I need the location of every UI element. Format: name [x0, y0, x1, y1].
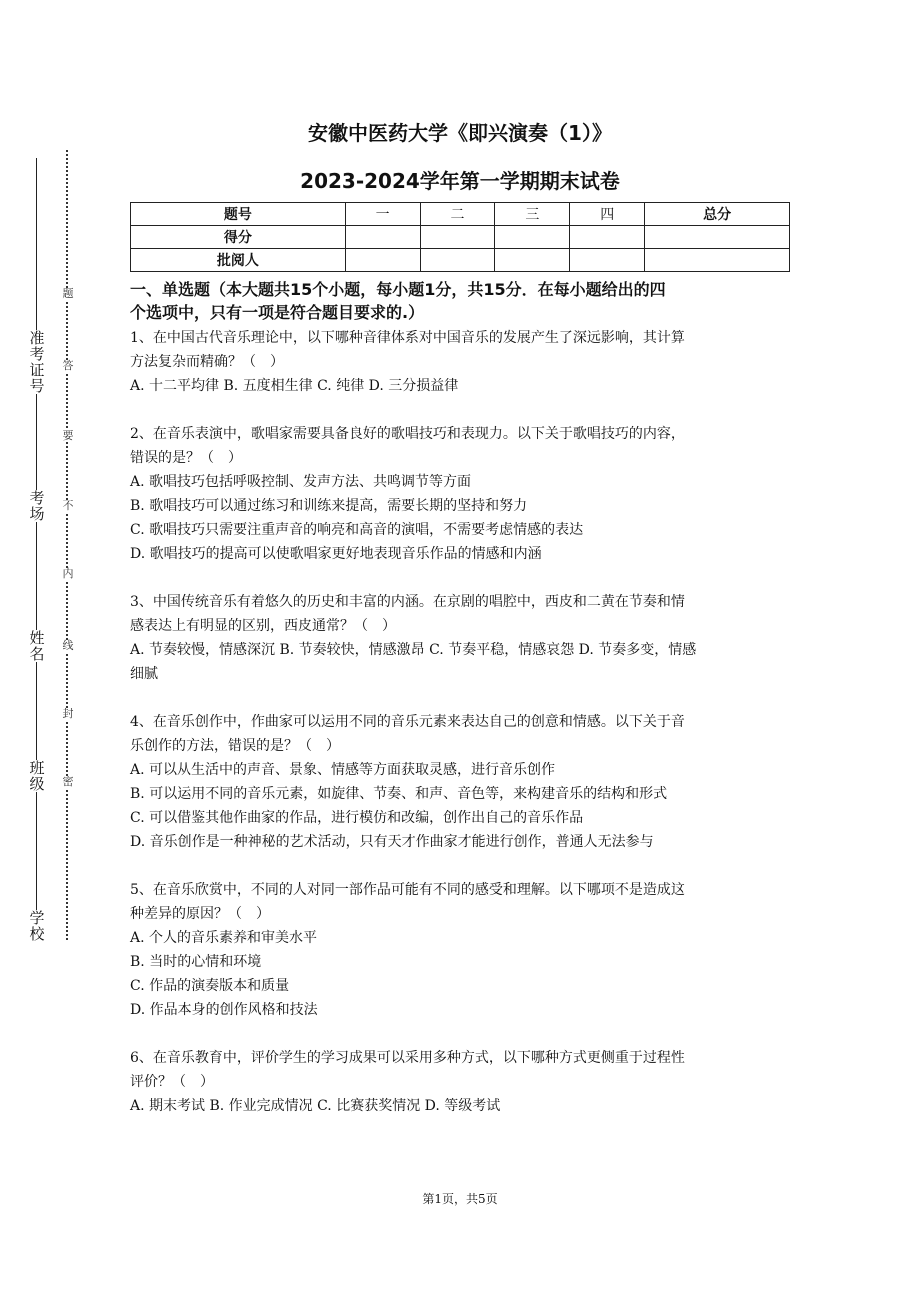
score-table-header-row [131, 203, 790, 226]
question-stem: 2、在音乐表演中，歌唱家需要具备良好的歌唱技巧和表现力。以下关于歌唱技巧的内容， [130, 426, 685, 442]
question-options: A. 十二平均律 B. 五度相生律 C. 纯律 D. 三分损益律 [130, 378, 459, 394]
score-cell [495, 249, 570, 272]
option-c: C. 可以借鉴其他作曲家的作品，进行模仿和改编，创作出自己的音乐作品 [130, 810, 584, 826]
seal-char: 要 [60, 430, 76, 442]
school-label: 学 校 [24, 910, 50, 942]
score-cell [645, 249, 790, 272]
score-cell [570, 249, 645, 272]
option-d: D. 音乐创作是一种神秘的艺术活动，只有天才作曲家才能进行创作，普通人无法参与 [130, 834, 654, 850]
question-stem: 种差异的原因？（ ） [130, 906, 270, 922]
seal-char: 线 [60, 640, 76, 652]
seal-char: 封 [60, 708, 76, 720]
question-4 [130, 710, 790, 854]
seal-char: 密 [60, 776, 76, 788]
seal-char: 内 [60, 568, 76, 580]
score-col-header: 三 [495, 203, 570, 226]
name-label: 姓 名 [24, 630, 50, 662]
score-col-header: 一 [345, 203, 420, 226]
exam-page [130, 120, 790, 1142]
question-5 [130, 878, 790, 1022]
question-stem: 方法复杂而精确？（ ） [130, 354, 284, 370]
seal-char: 不 [60, 500, 76, 512]
option-b: B. 歌唱技巧可以通过练习和训练来提高，需要长期的坚持和努力 [130, 498, 528, 514]
exam-title-line1: 安徽中医药大学《即兴演奏（1）》 [308, 121, 612, 145]
question-stem: 1、在中国古代音乐理论中，以下哪种音律体系对中国音乐的发展产生了深远影响，其计算 [130, 330, 685, 346]
seal-char: 答 [60, 360, 76, 372]
option-a: A. 歌唱技巧包括呼吸控制、发声方法、共鸣调节等方面 [130, 474, 472, 490]
seal-char: 题 [60, 288, 76, 300]
question-list [130, 326, 790, 1118]
score-row-label: 批阅人 [131, 249, 346, 272]
score-cell [345, 249, 420, 272]
option-c: C. 作品的演奏版本和质量 [130, 978, 290, 994]
score-cell [570, 226, 645, 249]
score-cell [345, 226, 420, 249]
question-stem: 6、在音乐教育中，评价学生的学习成果可以采用多种方式，以下哪种方式更侧重于过程性 [130, 1050, 685, 1066]
binding-margin [0, 140, 90, 960]
option-b: B. 可以运用不同的音乐元素，如旋律、节奏、和声、音色等，来构建音乐的结构和形式 [130, 786, 668, 802]
option-a: A. 可以从生活中的声音、景象、情感等方面获取灵感，进行音乐创作 [130, 762, 556, 778]
option-a: A. 个人的音乐素养和审美水平 [130, 930, 318, 946]
question-stem: 评价？（ ） [130, 1074, 214, 1090]
question-options: A. 期末考试 B. 作业完成情况 C. 比赛获奖情况 D. 等级考试 [130, 1098, 501, 1114]
score-cell [420, 226, 495, 249]
score-row-label: 得分 [131, 226, 346, 249]
question-1 [130, 326, 790, 398]
score-col-header: 总分 [645, 203, 790, 226]
question-stem: 感表达上有明显的区别，西皮通常？（ ） [130, 618, 396, 634]
question-options-cont: 细腻 [130, 666, 158, 682]
score-table [130, 202, 790, 272]
score-col-header: 二 [420, 203, 495, 226]
question-stem: 3、中国传统音乐有着悠久的历史和丰富的内涵。在京剧的唱腔中，西皮和二黄在节奏和情 [130, 594, 685, 610]
question-options: A. 节奏较慢，情感深沉 B. 节奏较快，情感激昂 C. 节奏平稳，情感哀怨 D. 节奏多变，情感 [130, 642, 697, 658]
option-d: D. 作品本身的创作风格和技法 [130, 1002, 318, 1018]
score-cell [495, 226, 570, 249]
score-col-header: 题号 [131, 203, 346, 226]
score-col-header: 四 [570, 203, 645, 226]
question-stem: 5、在音乐欣赏中，不同的人对同一部作品可能有不同的感受和理解。以下哪项不是造成这 [130, 882, 685, 898]
option-b: B. 当时的心情和环境 [130, 954, 262, 970]
section-heading-line: 一、单选题（本大题共15个小题，每小题1分，共15分．在每小题给出的四 [130, 280, 666, 299]
exam-title-line2: 2023-2024学年第一学期期末试卷 [300, 169, 620, 193]
dotted-seal-line [66, 150, 68, 940]
section-heading [130, 278, 790, 324]
exam-room-label: 考 场 [24, 490, 50, 522]
seal-line-column [58, 140, 78, 960]
option-d: D. 歌唱技巧的提高可以使歌唱家更好地表现音乐作品的情感和内涵 [130, 546, 542, 562]
score-cell [420, 249, 495, 272]
class-label: 班 级 [24, 760, 50, 792]
score-cell [645, 226, 790, 249]
option-c: C. 歌唱技巧只需要注重声音的响亮和高音的演唱，不需要考虑情感的表达 [130, 522, 584, 538]
section-heading-line: 个选项中，只有一项是符合题目要求的.） [130, 303, 425, 322]
field-underline [36, 158, 37, 938]
question-stem: 乐创作的方法，错误的是？（ ） [130, 738, 340, 754]
question-stem: 4、在音乐创作中，作曲家可以运用不同的音乐元素来表达自己的创意和情感。以下关于音 [130, 714, 685, 730]
page-footer: 第1页，共5页 [422, 1192, 498, 1206]
question-stem: 错误的是？（ ） [130, 450, 242, 466]
exam-number-label: 准 考 证 号 [24, 330, 50, 394]
question-6 [130, 1046, 790, 1118]
question-2 [130, 422, 790, 566]
score-table-row [131, 249, 790, 272]
score-table-row [131, 226, 790, 249]
student-info-column [14, 140, 44, 960]
question-3 [130, 590, 790, 686]
